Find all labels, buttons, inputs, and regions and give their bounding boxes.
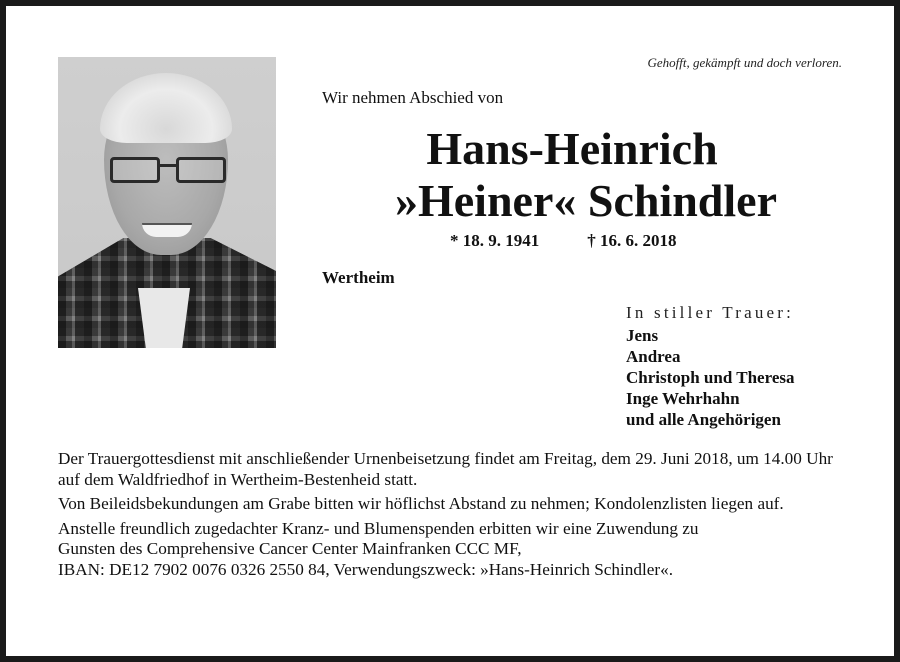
mourner-name: und alle Angehörigen xyxy=(626,410,781,429)
notice-body xyxy=(58,449,848,580)
obituary-notice xyxy=(6,6,894,656)
birth-date: * 18. 9. 1941 xyxy=(450,231,540,250)
condolences-paragraph: Von Beileidsbekundungen am Grabe bitten wir höflichst Abstand zu nehmen; Kondolenzlisten liegen auf. xyxy=(58,494,784,513)
donation-paragraph xyxy=(58,519,848,581)
glasses-bridge xyxy=(159,164,177,167)
photo-smile-shape xyxy=(142,223,192,237)
mourners-heading: In stiller Trauer: xyxy=(626,303,795,322)
mourners-block xyxy=(626,303,794,430)
city-label: Wertheim xyxy=(322,268,395,287)
mourner-name: Christoph und Theresa xyxy=(626,368,795,387)
death-date: † 16. 6. 2018 xyxy=(587,231,677,250)
donation-line-3-iban: IBAN: DE12 7902 0076 0326 2550 84, Verwendungszweck: »Hans-Heinrich Schindler«. xyxy=(58,559,673,579)
service-paragraph: Der Trauergottesdienst mit anschließender Urnenbeisetzung findet am Freitag, dem 29. Juni 2018, um 14.00 Uhr auf dem Waldfriedhof in Wertheim-Bestenheid statt. xyxy=(58,449,833,489)
motto-quote: Gehofft, gekämpft und doch verloren. xyxy=(647,55,842,70)
photo-hair-shape xyxy=(100,73,232,143)
deceased-name-line2: »Heiner« Schindler xyxy=(394,175,778,226)
glasses-lens-left xyxy=(110,157,160,183)
donation-line-2: Gunsten des Comprehensive Cancer Center Mainfranken CCC MF, xyxy=(58,539,522,558)
intro-text: Wir nehmen Abschied von xyxy=(322,88,504,107)
glasses-lens-right xyxy=(176,157,226,183)
life-dates xyxy=(450,231,677,251)
donation-line-1: Anstelle freundlich zugedachter Kranz- und Blumenspenden erbitten wir eine Zuwendung zu xyxy=(58,518,699,538)
mourner-name: Inge Wehrhahn xyxy=(626,389,740,408)
mourner-name: Jens xyxy=(626,326,659,345)
portrait-photo xyxy=(58,57,276,348)
glasses-icon xyxy=(110,157,226,187)
photo-tshirt-shape xyxy=(138,288,190,348)
mourner-name: Andrea xyxy=(626,347,681,366)
deceased-name-line1: Hans-Heinrich xyxy=(426,123,718,174)
